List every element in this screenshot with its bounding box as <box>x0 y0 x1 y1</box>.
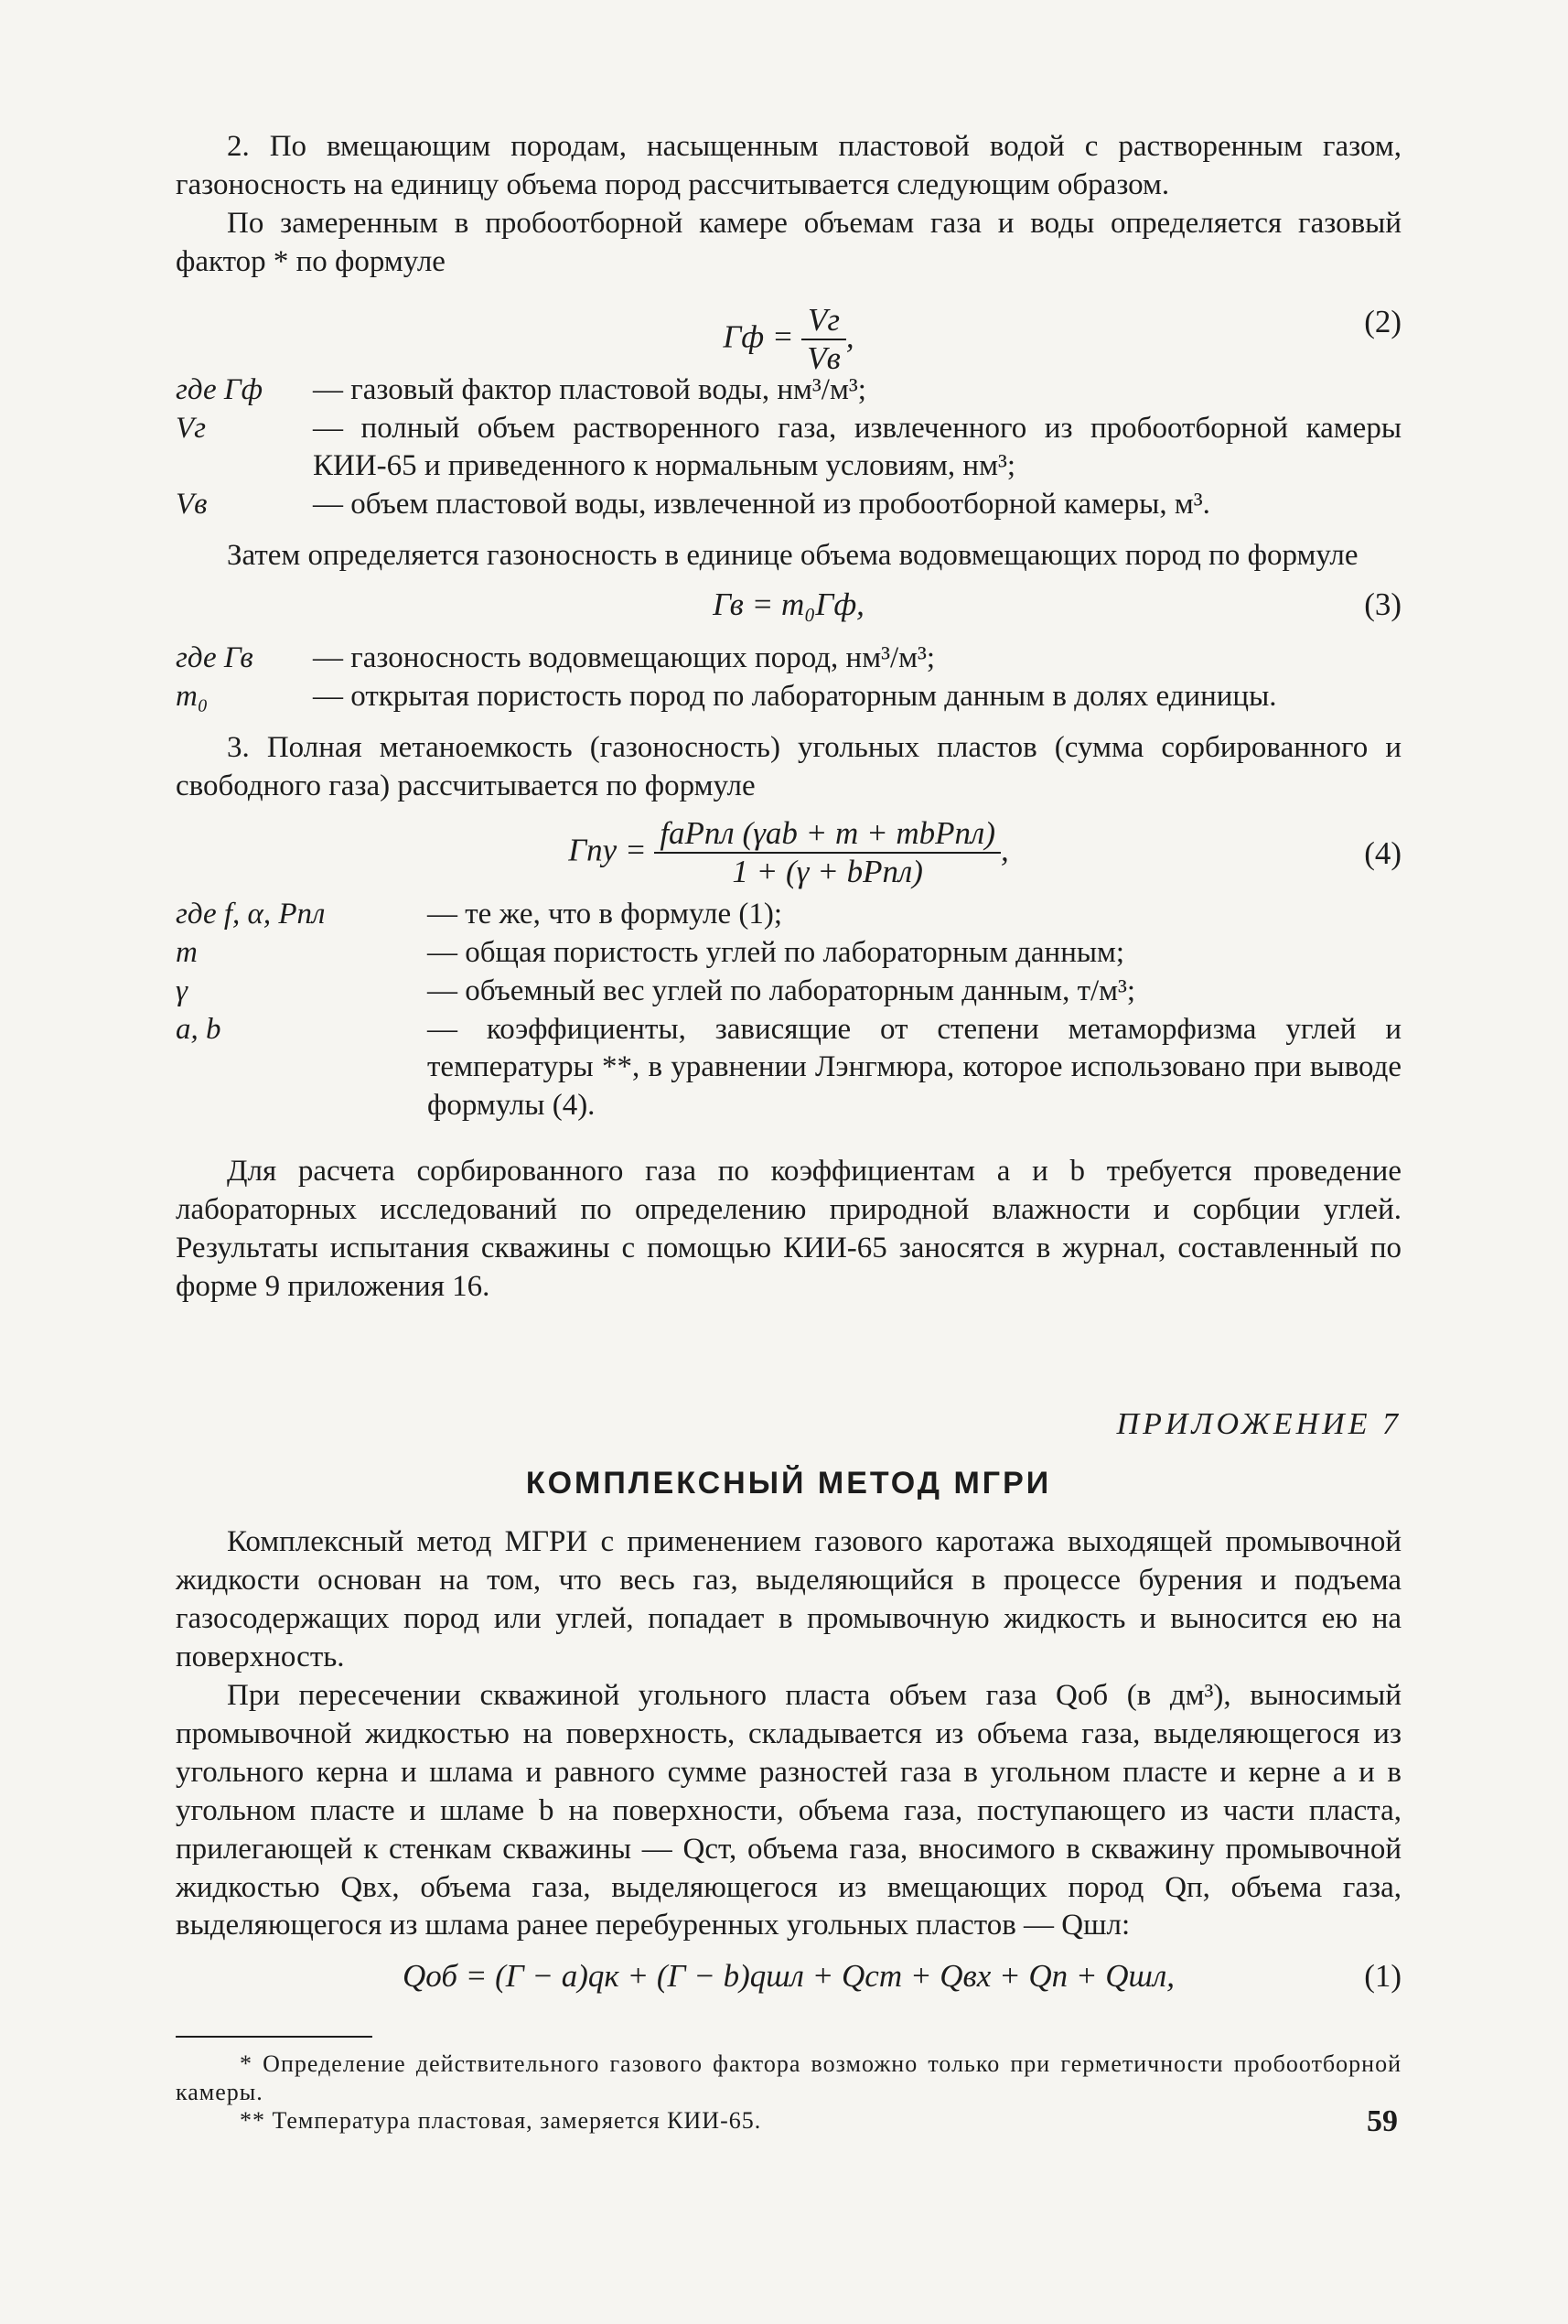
section-title: КОМПЛЕКСНЫЙ МЕТОД МГРИ <box>525 1466 1052 1501</box>
formula-1 <box>176 1945 1402 2004</box>
footnotes <box>176 2050 1402 2136</box>
definition-row <box>176 410 1402 487</box>
definition-row <box>176 486 1402 524</box>
appendix-label: ПРИЛОЖЕНИЕ 7 <box>1116 1407 1402 1441</box>
definition-symbol: m₀ <box>176 680 209 714</box>
paragraph: По замеренным в пробоотборной камере объемам газа и воды определяется газовый фактор * по формуле <box>176 206 1402 278</box>
formula-lhs: Гпу = <box>568 832 647 868</box>
definition-symbol: Vг <box>176 411 207 445</box>
paragraph: Комплексный метод МГРИ с применением газового каротажа выходящей промывочной жидкости основан на том, что весь газ, выделяющийся в процессе бурения и подъема газосодержащих пород или углей, попадает в промывочную жидкость и выносится ею на поверхность. <box>176 1525 1402 1674</box>
definition-row <box>176 640 1402 678</box>
definition-text: — газовый фактор пластовой воды, нм³/м³; <box>313 372 866 406</box>
formula-expression: Гв = m₀Гф, <box>713 586 865 623</box>
definition-symbol: m <box>176 935 198 969</box>
formula-tail: , <box>1000 832 1009 868</box>
fraction-denominator: Vв <box>807 339 841 376</box>
paragraph: 2. По вмещающим породам, насыщенным пластовой водой с растворенным газом, газоносность на единицу объема пород рассчитывается следующим образом. <box>176 130 1402 201</box>
footnote: * Определение действительного газового фактора возможно только при герметичности пробоотборной камеры. <box>176 2050 1402 2106</box>
formula-tail: , <box>845 317 854 354</box>
paragraph: Для расчета сорбированного газа по коэффициентам a и b требуется проведение лабораторных исследований по определению природной влажности и сорбции углей. Результаты испытания скважины с помощью КИИ-65 заносятся в журнал, составленный по форме 9 приложения 16. <box>176 1155 1402 1303</box>
definition-row <box>176 678 1402 716</box>
definition-text: — полный объем растворенного газа, извлеченного из пробоотборной камеры КИИ-65 и приведенного к нормальным условиям, нм³; <box>313 411 1402 483</box>
appendix-section <box>176 1404 1402 2004</box>
paragraph: Затем определяется газоносность в единице объема водовмещающих пород по формуле <box>227 539 1359 573</box>
equation-number: (1) <box>1364 1958 1402 1995</box>
fraction <box>801 302 846 378</box>
definition-text: — объемный вес углей по лабораторным данным, т/м³; <box>427 974 1136 1007</box>
formula-expression: Qоб = (Г − a)qк + (Г − b)qшл + Qст + Qвх + Qп + Qшл, <box>403 1958 1175 1995</box>
equation-number: (4) <box>1364 834 1402 871</box>
definition-text: — открытая пористость пород по лабораторным данным в долях единицы. <box>313 680 1277 714</box>
equation-number: (3) <box>1364 586 1402 623</box>
definitions-list <box>176 896 1402 1125</box>
page-number: 59 <box>1367 2104 1398 2138</box>
fraction <box>654 815 1001 891</box>
footnote-divider <box>176 2036 372 2038</box>
equation-number: (2) <box>1364 303 1402 339</box>
definition-row <box>176 1011 1402 1126</box>
paragraph: 3. Полная метаноемкость (газоносность) угольных пластов (сумма сорбированного и свободного газа) рассчитывается по формуле <box>176 730 1402 802</box>
footnote: ** Температура пластовая, замеряется КИИ-65. <box>240 2107 762 2135</box>
definition-row <box>176 934 1402 973</box>
definition-symbol: где f, α, Pпл <box>176 897 326 931</box>
formula-lhs: Гф = <box>723 317 794 354</box>
paragraph: При пересечении скважиной угольного пласта объем газа Qоб (в дм³), выносимый промывочной жидкостью на поверхность, складывается из объема газа, выделяющегося из угольного керна и шлама и равного сумме разностей газа в угольном пласте и керне a и в угольном пласте и шламе b на поверхности, объема газа, поступающего из части пласта, прилегающей к стенкам скважины — Qст, объема газа, вносимого в скважину промывочной жидкостью Qвх, объема газа, выделяющегося из вмещающих пород Qп, объема газа, выделяющегося из шлама ранее перебуренных угольных пластов — Qшл: <box>176 1678 1402 1942</box>
definition-row <box>176 973 1402 1011</box>
formula-4 <box>176 806 1402 896</box>
fraction-numerator: faPпл (γab + m + mbPпл) <box>654 815 1001 854</box>
definition-symbol: γ <box>176 974 188 1007</box>
fraction-denominator: 1 + (γ + bPпл) <box>732 854 923 890</box>
definition-symbol: где Гф <box>176 372 263 406</box>
definitions-list <box>176 640 1402 716</box>
definition-symbol: Vв <box>176 488 208 522</box>
fraction-numerator: Vг <box>801 302 846 340</box>
definition-symbol: где Гв <box>176 641 253 675</box>
formula-2 <box>176 282 1402 376</box>
definition-row <box>176 896 1402 934</box>
definition-symbol: a, b <box>176 1012 221 1046</box>
definition-text: — коэффициенты, зависящие от степени метаморфизма углей и температуры **, в уравнении Лэнгмюра, которое использовано при выводе формулы (4). <box>427 1012 1402 1123</box>
definition-text: — газоносность водовмещающих пород, нм³/м³; <box>313 641 936 675</box>
definition-text: — общая пористость углей по лабораторным данным; <box>427 935 1125 969</box>
definition-text: — те же, что в формуле (1); <box>427 897 783 931</box>
definitions-list <box>176 371 1402 525</box>
main-text <box>176 128 1402 1307</box>
formula-3 <box>176 576 1402 640</box>
definition-text: — объем пластовой воды, извлеченной из пробоотборной камеры, м³. <box>313 488 1210 522</box>
